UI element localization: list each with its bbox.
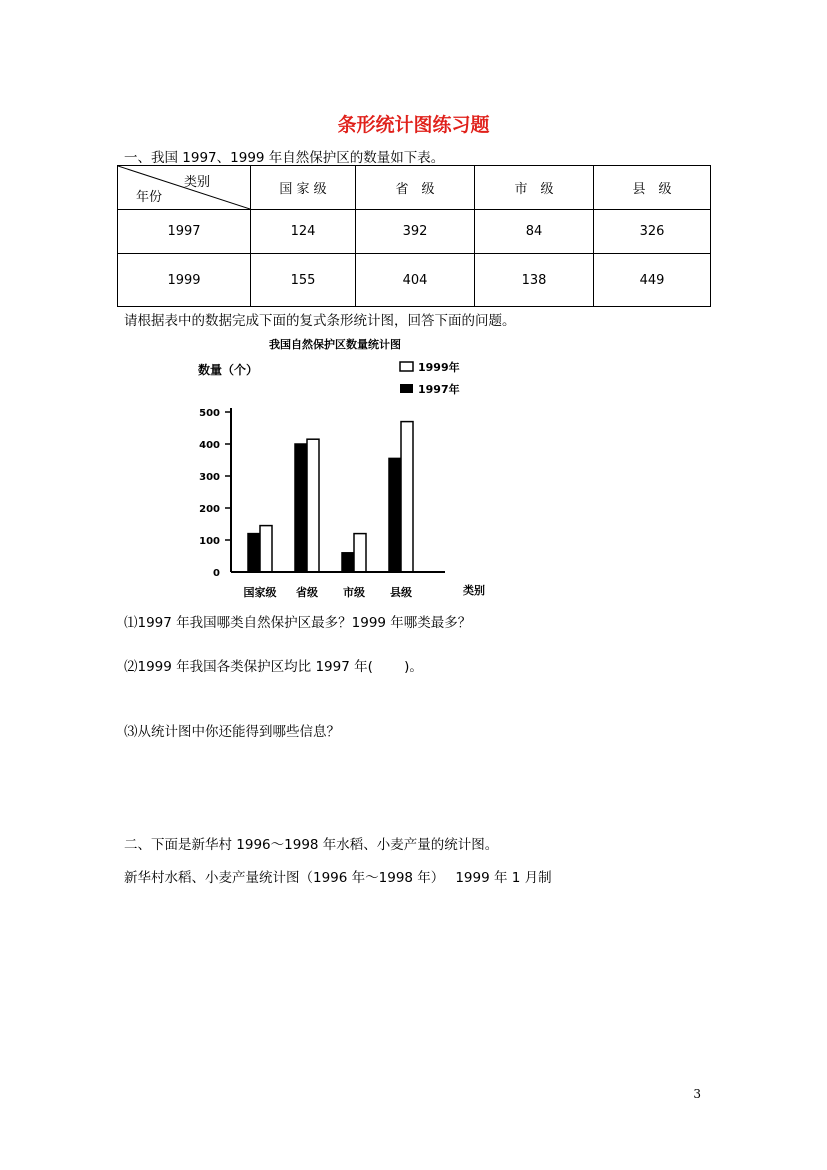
table-cell: 138 (475, 254, 594, 307)
table-cell: 124 (251, 210, 356, 254)
bar-1997-1 (295, 444, 307, 572)
data-table (117, 165, 711, 307)
table-cell: 84 (475, 210, 594, 254)
page-title: 条形统计图练习题 (337, 114, 490, 136)
y-axis-label: 数量（个） (198, 363, 259, 377)
y-tick-label: 300 (199, 472, 220, 483)
bar-1999-2 (354, 534, 366, 572)
table-cell: 404 (356, 254, 475, 307)
legend-swatch-1997 (400, 384, 413, 393)
table-header-row (118, 166, 711, 210)
bar-1999-1 (307, 439, 319, 572)
question-1-intro: 一、我国 1997、1999 年自然保护区的数量如下表。 (124, 150, 445, 166)
table-row (118, 210, 711, 254)
bar-chart (190, 330, 510, 605)
legend (400, 360, 460, 396)
x-tick-label: 省级 (296, 586, 318, 599)
table-cell: 392 (356, 210, 475, 254)
y-tick-label: 100 (199, 536, 220, 547)
table-cell: 449 (594, 254, 711, 307)
bar-1997-0 (248, 534, 260, 572)
question-1: ⑴1997 年我国哪类自然保护区最多？1999 年哪类最多？ (124, 615, 472, 631)
bar-1999-3 (401, 422, 413, 572)
column-header: 县 级 (594, 166, 711, 210)
header-category-label: 类别 (183, 175, 210, 190)
bar-1997-3 (389, 458, 401, 572)
table-cell: 326 (594, 210, 711, 254)
diagonal-header-cell (118, 166, 251, 210)
x-tick-label: 县级 (390, 586, 412, 599)
x-axis-label: 类别 (463, 584, 485, 597)
y-tick-label: 400 (199, 440, 220, 451)
y-tick-label: 500 (199, 408, 220, 419)
chart-instruction: 请根据表中的数据完成下面的复式条形统计图，回答下面的问题。 (124, 313, 516, 329)
legend-swatch-1999 (400, 362, 413, 371)
column-header: 市 级 (475, 166, 594, 210)
bar-1997-2 (342, 553, 354, 572)
question-3: ⑶从统计图中你还能得到哪些信息？ (124, 724, 340, 740)
table-cell-year: 1997 (118, 210, 251, 254)
column-header: 省 级 (356, 166, 475, 210)
question-2: ⑵1999 年我国各类保护区均比 1997 年( )。 (124, 659, 423, 675)
y-tick-label: 200 (199, 504, 220, 515)
legend-label-1997: 1997年 (418, 383, 460, 396)
legend-label-1999: 1999年 (418, 361, 460, 374)
table-cell: 155 (251, 254, 356, 307)
table-row (118, 254, 711, 307)
section-2-caption: 新华村水稻、小麦产量统计图（1996 年～1998 年） 1999 年 1 月制 (124, 870, 552, 886)
bar-1999-0 (260, 526, 272, 572)
page-number: 3 (693, 1087, 701, 1101)
column-header: 国 家 级 (251, 166, 356, 210)
x-tick-label: 国家级 (243, 586, 277, 599)
header-year-label: 年份 (136, 190, 163, 205)
chart-title: 我国自然保护区数量统计图 (269, 338, 401, 351)
x-tick-label: 市级 (343, 586, 365, 599)
table-cell-year: 1999 (118, 254, 251, 307)
y-tick-label: 0 (213, 568, 220, 579)
section-2-intro: 二、下面是新华村 1996～1998 年水稻、小麦产量的统计图。 (124, 837, 499, 853)
